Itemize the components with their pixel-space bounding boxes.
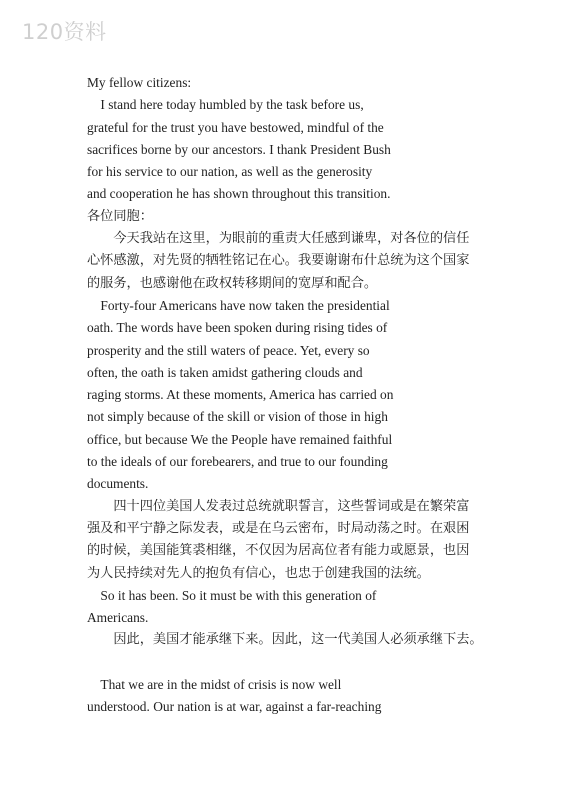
paragraph-3-zh: 因此，美国才能承继下来。因此，这一代美国人必须承继下去。 [87,632,483,648]
paragraph-3-en: So it has been. So it must be with this generation of Americans. [87,587,377,626]
paragraph-4-en: That we are in the midst of crisis is now well understood. Our nation is at war, against a far-reaching [87,676,382,715]
salutation-zh: 各位同胞： [87,208,153,224]
salutation-en: My fellow citizens: [87,75,192,90]
document-body [87,72,487,718]
paragraph-2-zh: 四十四位美国人发表过总统就职誓言，这些誓词或是在繁荣富 强及和平宁静之际发表，或是在乌云密布，时局动荡之时。在艰困 的时候，美国能箕裘相继，不仅因为居高位者有能力或愿景，也因 为人民持续对先人的抱负有信心，也忠于创建我国的法统。 [87,498,470,581]
paragraph-2-en: Forty-four Americans have now taken the presidential oath. The words have been spoken during rising tides of prosperity and the still waters of peace. Yet, every so often, the oath is taken amidst gathering clouds and raging storms. At these moments, America has carried on not simply because of the skill or vision of those in high office, but because We the People have remained faithful to the ideals of our forebearers, and true to our founding documents. [87,297,394,492]
paragraph-1-en: I stand here today humbled by the task before us, grateful for the trust you have bestowed, mindful of the sacrifices borne by our ancestors. I thank President Bush for his service to our nation, as well as the generosity and cooperation he has shown throughout this transition. [87,97,391,202]
paragraph-gap [87,652,487,674]
watermark-logo: 120资料 [22,20,107,44]
paragraph-1-zh: 今天我站在这里，为眼前的重责大任感到谦卑，对各位的信任 心怀感激，对先贤的牺牲铭记在心。我要谢谢布什总统为这个国家 的服务，也感谢他在政权转移期间的宽厚和配合。 [87,231,470,291]
